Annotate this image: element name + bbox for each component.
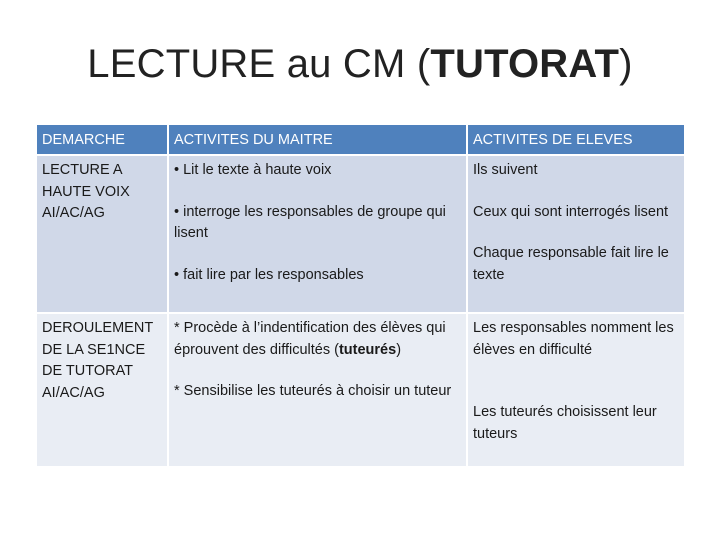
demarche-line: HAUTE VOIX [42,183,130,200]
maitre-item: • interroge les responsables de groupe qui lisent [174,203,446,241]
header-activites-eleves: ACTIVITES DE ELEVES [467,125,684,155]
demarche-line: AI/AC/AG [42,205,105,221]
demarche-line: DEROULEMENT [42,320,154,336]
table-row [37,313,684,466]
maitre-item: * Sensibilise les tuteurés à choisir un tuteur [174,383,452,399]
slide-title [0,42,720,87]
demarche-line: LECTURE A [42,162,123,178]
title-suffix: ) [619,42,633,86]
maitre-text: ) [396,341,402,358]
table-header-row [37,125,684,155]
maitre-bold-text: tuteurés [338,341,397,358]
cell-demarche-tutorat [37,313,168,466]
title-bold: TUTORAT [430,42,620,86]
demarche-line: DE LA SE1NCE [42,341,146,358]
title-prefix: LECTURE au CM ( [87,42,431,86]
eleves-item: Ceux qui sont interrogés lisent [473,203,669,220]
eleves-item: Les responsables nomment les élèves en difficulté [473,320,674,358]
cell-eleves-lecture [467,155,684,313]
header-demarche: DEMARCHE [37,125,168,155]
cell-eleves-tutorat [467,313,684,466]
cell-maitre-tutorat [168,313,467,466]
maitre-item: • fait lire par les responsables [174,266,364,283]
demarche-line: DE TUTORAT [42,363,134,379]
eleves-item: Les tuteurés choisissent leur tuteurs [473,404,657,442]
activities-table [37,125,684,466]
eleves-item: Ils suivent [473,162,538,178]
eleves-item: Chaque responsable fait lire le texte [473,245,669,283]
maitre-item: • Lit le texte à haute voix [174,162,332,178]
table-row [37,155,684,313]
demarche-line: AI/AC/AG [42,384,105,401]
header-activites-maitre: ACTIVITES DU MAITRE [168,125,467,155]
cell-maitre-lecture [168,155,467,313]
maitre-text: * Procède à l’indentification des élèves qui éprouvent des difficultés ( [174,320,446,358]
maitre-item [174,318,461,361]
cell-demarche-lecture [37,155,168,313]
